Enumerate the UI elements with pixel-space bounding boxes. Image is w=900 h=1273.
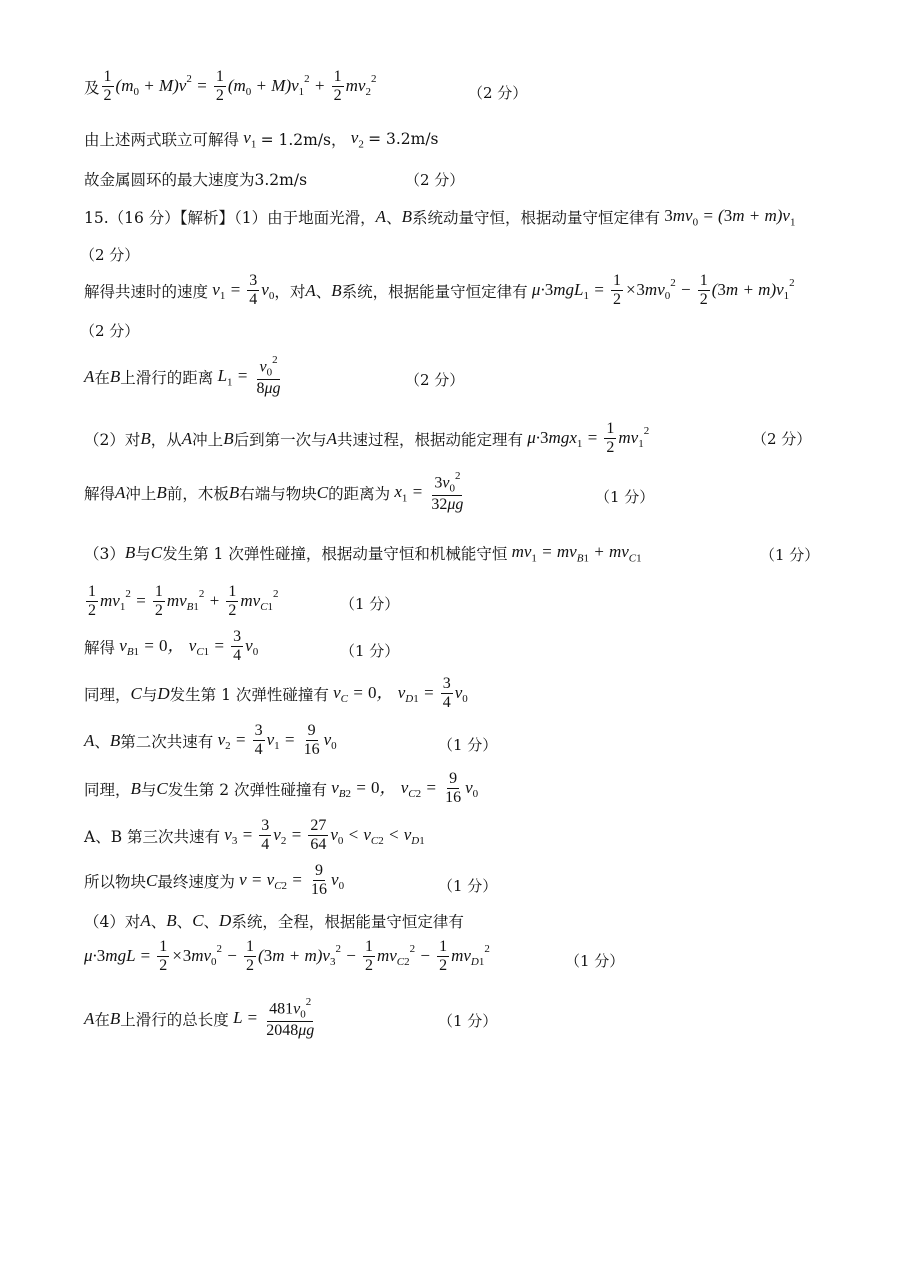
- line-16: 同理， B 与 C 发生第 2 次弹性碰撞有 $v_{B2} = 0$， $v_{C2}$ = $\frac{9}{16}$ $v_0$: [84, 770, 479, 807]
- formula-energy-ring: $\frac{1}{2}$ $(m_0 + M)v^2$ = $\frac{1}{2}$ $(m_0 + M)v_1^2$ + $\frac{1}{2}$ $mv_2^2$: [103, 68, 377, 105]
- line-13: 解得 $v_{B1} = 0$， $v_{C1}$ = $\frac{3}{4}$ $v_0$: [84, 628, 259, 665]
- line-20: [84, 938, 490, 976]
- line-9: （2）对 B ，从 A 冲上 B 后到第一次与 A 共速过程，根据动能定理有 μ·3mgx$_1$ = $\frac{1}{2}$ $mv_1^2$: [84, 420, 650, 457]
- line-12: $\frac{1}{2}$ $mv_1^2$ = $\frac{1}{2}$ $mv_{B1}^2$ + $\frac{1}{2}$ $mv_{C1}^2$: [88, 583, 279, 620]
- score-line-15: （1 分）: [438, 736, 498, 754]
- line-4: 15.（16 分）【解析】（1）由于地面光滑， A 、 B 系统动量守恒，根据动量守恒定律有 $3mv_0 = (3m + m)v_1$: [84, 206, 796, 229]
- line-11: （3） B 与 C 发生第 1 次弹性碰撞，根据动量守恒和机械能守恒 $mv_1 = mv_{B1} + mv_{C1}$: [84, 542, 642, 565]
- score-line-18: （1 分）: [438, 877, 498, 895]
- formula-energy-total: μ·3mgL = $\frac{1}{2}$ $\times 3mv_0^2$ − $\frac{1}{2}$ $(3m + m)v_3^2$ − $\frac{1}{2}$ $mv_{C2}^2$ − $\frac{1}{2}$ $mv_{D1}^2$: [84, 938, 490, 975]
- line-6: 解得共速时的速度 $v_1$ = $\frac{3}{4}$ $v_0$ ，对 A 、 B 系统，根据能量守恒定律有 μ·3mgL$_1$ = $\frac{1}{2}$ $\times 3mv_0^2$ − $\frac{1}{2}$ $(3m + m)v_1^2$: [84, 272, 795, 309]
- line-8: A 在 B 上滑行的距离 $L_1$ = $\frac{v_0^2}{8\mu g}$: [84, 354, 281, 398]
- line-15: A 、 B 第二次共速有 $v_2$ = $\frac{3}{4}$ $v_1$ = $\frac{9}{16}$ $v_0$: [84, 722, 337, 759]
- score-line-9: （2 分）: [752, 430, 812, 448]
- score-line-3: （2 分）: [405, 171, 465, 189]
- score-line-21: （1 分）: [438, 1012, 498, 1030]
- score-line-12: （1 分）: [340, 595, 400, 613]
- score-line-10: （1 分）: [595, 488, 655, 506]
- score-line-1: （2 分）: [468, 84, 528, 102]
- line-17: A、B 第三次共速有 $v_3$ = $\frac{3}{4}$ $v_2$ = $\frac{27}{64}$ $v_0 < v_{C2} < v_{D1}$: [84, 817, 425, 854]
- line-21: A 在 B 上滑行的总长度 L = $\frac{481v_0^2}{2048\mu g}$: [84, 996, 315, 1040]
- line-18: 所以物块 C 最终速度为 $v = v_{C2}$ = $\frac{9}{16}$ $v_0$: [84, 862, 345, 899]
- score-line-8: （2 分）: [405, 371, 465, 389]
- score-line-7: （2 分）: [80, 322, 140, 340]
- score-line-5: （2 分）: [80, 246, 140, 264]
- line-14: 同理， C 与 D 发生第 1 次弹性碰撞有 $v_C = 0$， $v_{D1}$ = $\frac{3}{4}$ $v_0$: [84, 675, 468, 712]
- line-2: 由上述两式联立可解得 $v_1$ = 1.2m/s， $v_2$ = 3.2m/s: [84, 128, 439, 151]
- line-3: 故金属圆环的最大速度为3.2m/s: [84, 171, 308, 189]
- line-1: 及 $\frac{1}{2}$ $(m_0 + M)v^2$ = $\frac{1}{2}$ $(m_0 + M)v_1^2$ + $\frac{1}{2}$ $mv_2^2$: [84, 68, 377, 105]
- score-line-20: （1 分）: [565, 952, 625, 970]
- line-10: 解得 A 冲上 B 前，木板 B 右端与物块 C 的距离为 $x_1$ = $\frac{3v_0^2}{32\mu g}$: [84, 470, 464, 514]
- formula-momentum: $3mv_0 = (3m + m)v_1$: [664, 206, 796, 229]
- score-line-11: （1 分）: [760, 546, 820, 564]
- formula-energy-1: μ·3mgL$_1$ = $\frac{1}{2}$ $\times 3mv_0^2$ − $\frac{1}{2}$ $(3m + m)v_1^2$: [531, 272, 795, 309]
- line-19: （4）对 A 、 B 、 C 、 D 系统，全程，根据能量守恒定律有: [84, 911, 464, 931]
- score-line-13: （1 分）: [340, 642, 400, 660]
